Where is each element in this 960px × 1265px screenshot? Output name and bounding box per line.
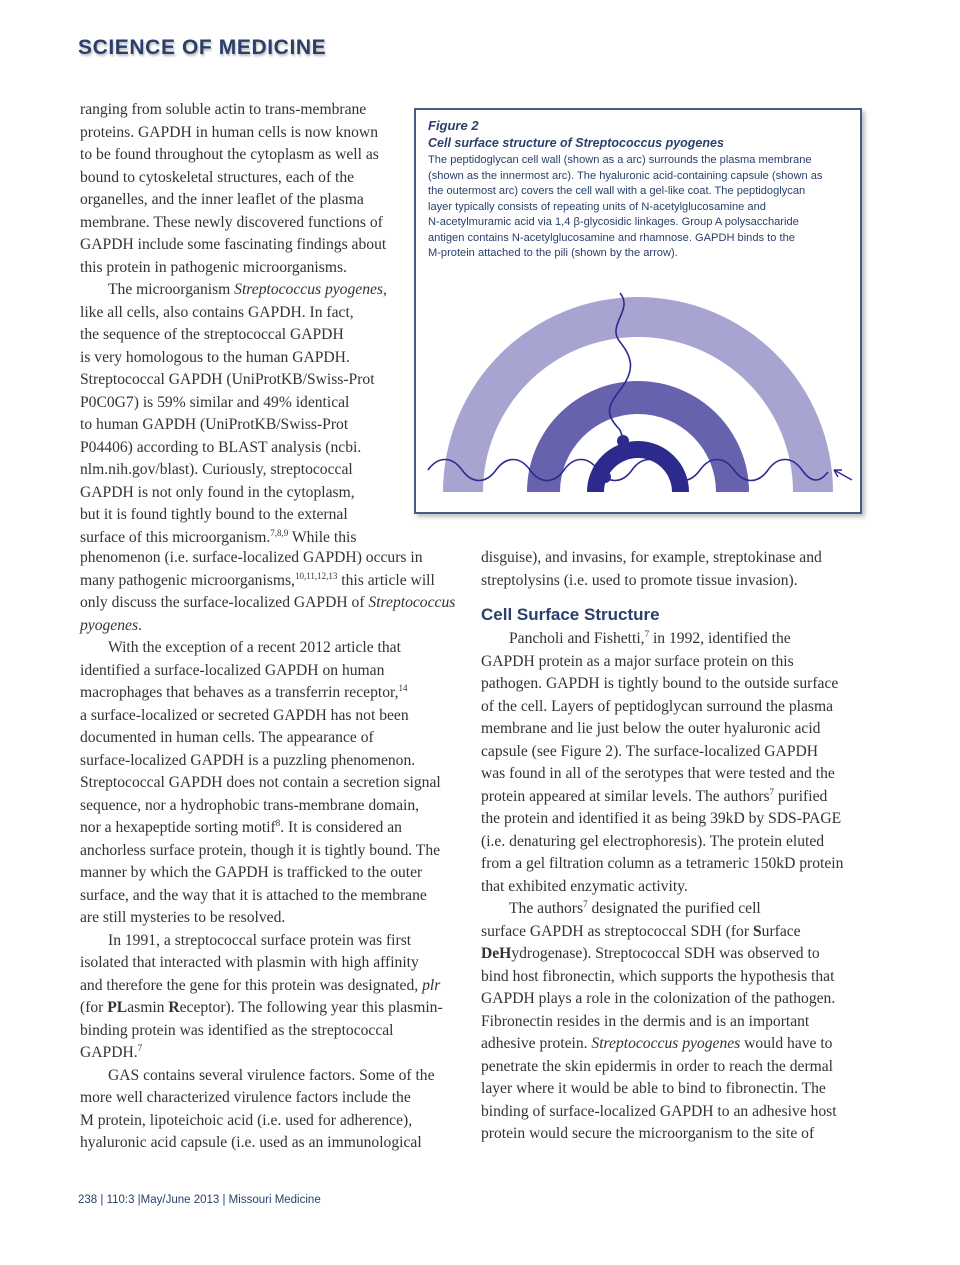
text-line: GAPDH plays a role in the colonization of the pathogen. <box>481 990 836 1007</box>
text-line <box>80 570 460 593</box>
section-header: SCIENCE OF MEDICINE <box>78 36 327 59</box>
text-line: to human GAPDH (UniProtKB/Swiss-Prot <box>80 416 349 433</box>
paragraph-plasmin <box>80 930 460 1065</box>
text-run: ydrogenase). Streptococcal SDH was observed to <box>511 945 820 962</box>
text-line: bind host fibronectin, which supports the hypothesis that <box>481 967 835 985</box>
text-run: adhesive protein. <box>481 1035 592 1052</box>
text-run: GAPDH. <box>80 1044 138 1061</box>
text-bold: DeH <box>481 945 512 962</box>
citation: 7 <box>137 1043 143 1053</box>
text-line <box>80 975 460 998</box>
text-line: from a gel filtration column as a tetrameric 150kD protein <box>481 855 844 872</box>
gapdh-marker <box>617 435 629 447</box>
text-line: pathogen. GAPDH is tightly bound to the outside surface <box>481 675 839 692</box>
cell-surface-diagram <box>416 110 860 512</box>
caption-line: N-acetylmuramic acid via 1,4 β-glycosidic linkages. Group A polysaccharide <box>428 216 799 228</box>
paragraph-continued-right <box>481 547 866 592</box>
figure-2 <box>414 108 862 514</box>
text-line: GAPDH is not only found in the cytoplasm, <box>80 483 355 501</box>
text-line: layer where it would be able to bind to fibronectin. The <box>481 1080 826 1097</box>
text-run: and therefore the gene for this protein was designated, <box>80 976 423 994</box>
text-line: like all cells, also contains GAPDH. In fact, <box>80 303 354 321</box>
text-line: In 1991, a streptococcal surface protein was first <box>108 931 412 949</box>
paragraph-virulence <box>80 1065 460 1155</box>
text-line: Fibronectin resides in the dermis and is an important <box>481 1012 810 1030</box>
text-line <box>481 1033 866 1056</box>
text-line <box>481 943 866 966</box>
text-run: The microorganism <box>108 281 235 298</box>
text-line <box>80 817 460 840</box>
text-line: are still mysteries to be resolved. <box>80 909 286 926</box>
text-line: documented in human cells. The appearance of <box>80 729 374 746</box>
text-run: (for <box>80 999 108 1016</box>
text-line: P04406) according to BLAST analysis (ncbi. <box>80 438 362 456</box>
text-line <box>80 1042 460 1065</box>
text-run: would have to <box>740 1035 833 1052</box>
species-name: Streptococcus pyogenes <box>591 1035 741 1052</box>
page-footer: 238 | 110:3 |May/June 2013 | Missouri Medicine <box>78 1194 321 1206</box>
text-run: in 1992, identified the <box>649 630 791 647</box>
left-column <box>80 547 460 1155</box>
text-run: this article will <box>337 571 435 589</box>
pili-line <box>428 460 828 481</box>
paragraph-microorganism <box>80 279 400 549</box>
text-line: manner by which the GAPDH is trafficked to the outer <box>80 864 423 881</box>
text-line: that exhibited enzymatic activity. <box>481 877 688 895</box>
text-line: the sequence of the streptococcal GAPDH <box>80 326 344 343</box>
text-line <box>80 592 460 615</box>
text-run: urface <box>761 922 801 940</box>
text-line <box>80 615 460 638</box>
citation: 10,11,12,13 <box>294 570 338 581</box>
text-run: While this <box>288 528 357 546</box>
text-line: proteins. GAPDH in human cells is now known <box>80 123 378 141</box>
text-run: asmin <box>127 999 169 1016</box>
text-line: binding protein was identified as the streptococcal <box>80 1021 394 1039</box>
text-bold: S <box>752 922 762 940</box>
text-run: The authors <box>509 900 584 917</box>
text-line: membrane and lie just below the outer hyaluronic acid <box>481 720 821 737</box>
text-line: more well characterized virulence factors include the <box>80 1089 411 1106</box>
text-line: but it is found tightly bound to the external <box>80 506 348 523</box>
caption-line: the outermost arc) covers the cell wall with a gel-like coat. The peptidoglycan <box>428 185 806 197</box>
text-line: hyaluronic acid capsule (i.e. used as an immunological <box>80 1134 422 1151</box>
caption-line: antigen contains N-acetylglucosamine and rhamnose. GAPDH binds to the <box>428 231 795 244</box>
text-run: , <box>382 281 387 298</box>
text-line: surface, and the way that it is attached to the membrane <box>80 886 427 904</box>
text-line: capsule (see Figure 2). The surface-localized GAPDH <box>481 742 819 760</box>
text-run: eceptor). The following year this plasmin- <box>179 999 443 1016</box>
text-line: sequence, nor a hydrophobic trans-membrane domain, <box>80 796 420 814</box>
text-run: macrophages that behaves as a transferrin receptor, <box>80 684 399 701</box>
caption-line: M-protein attached to the pili (shown by the arrow). <box>428 247 678 259</box>
paragraph-continued <box>80 547 460 637</box>
text-line <box>80 682 460 705</box>
citation: 8 <box>275 818 281 828</box>
text-bold: R <box>168 999 180 1016</box>
text-line: anchorless surface protein, though it is tightly bound. The <box>80 841 441 859</box>
text-line: bound to cytoskeletal structures, each of the <box>80 168 355 186</box>
gapdh-marker <box>599 471 611 483</box>
text-line <box>481 786 866 809</box>
text-line: streptolysins (i.e. used to promote tissue invasion). <box>481 571 798 589</box>
text-run: only discuss the surface-localized GAPDH of <box>80 594 369 611</box>
paragraph-pancholi <box>481 628 866 898</box>
text-line <box>481 921 866 944</box>
caption-line: layer typically consists of repeating units of N-acetylglucosamine and <box>428 200 766 213</box>
text-line: nlm.nih.gov/blast). Curiously, streptococcal <box>80 461 353 478</box>
text-line <box>481 898 866 921</box>
text-line: binding of surface-localized GAPDH to an adhesive host <box>481 1102 837 1120</box>
text-run: designated the purified cell <box>587 900 761 917</box>
text-line: P0C0G7) is 59% similar and 49% identical <box>80 393 350 411</box>
text-run: many pathogenic microorganisms, <box>80 571 295 589</box>
text-line: of the cell. Layers of peptidoglycan surround the plasma <box>481 697 834 715</box>
text-line: Streptococcal GAPDH (UniProtKB/Swiss-Prot <box>80 371 375 388</box>
gene-name: plr <box>422 976 441 994</box>
left-column-top <box>80 99 400 549</box>
text-run: . It is considered an <box>280 819 402 836</box>
section-heading: Cell Surface Structure <box>481 605 660 624</box>
text-line: identified a surface-localized GAPDH on human <box>80 661 385 679</box>
plasma-membrane-arc <box>587 441 689 492</box>
text-line <box>80 527 400 550</box>
text-line: the protein and identified it as being 39kD by SDS-PAGE <box>481 810 842 827</box>
text-line <box>481 628 866 651</box>
figure-label: Figure 2 <box>428 118 479 133</box>
text-run: protein appeared at similar levels. The authors <box>481 787 770 805</box>
text-line: GAPDH include some fascinating findings about <box>80 236 387 253</box>
text-line <box>80 279 400 302</box>
text-line: GAS contains several virulence factors. Some of the <box>108 1066 435 1084</box>
text-run: surface of this microorganism. <box>80 528 271 546</box>
gapdh-marker <box>669 471 681 483</box>
text-line: phenomenon (i.e. surface-localized GAPDH) occurs in <box>80 549 423 566</box>
text-line: was found in all of the serotypes that were tested and the <box>481 765 835 782</box>
citation: 7 <box>769 786 775 797</box>
text-line: a surface-localized or secreted GAPDH has not been <box>80 706 409 724</box>
citation: 7 <box>583 899 588 909</box>
text-line: protein would secure the microorganism to the site of <box>481 1125 815 1142</box>
paragraph-exception <box>80 637 460 930</box>
figure-title: Cell surface structure of Streptococcus pyogenes <box>428 136 724 150</box>
caption-line: (shown as the innermost arc). The hyaluronic acid-containing capsule (shown as <box>428 169 823 182</box>
text-line: isolated that interacted with plasmin with high affinity <box>80 954 419 971</box>
text-run: Pancholi and Fishetti, <box>509 630 645 647</box>
text-line: (i.e. denaturing gel electrophoresis). The protein eluted <box>481 832 825 850</box>
text-bold: PL <box>107 999 128 1016</box>
text-line: GAPDH protein as a major surface protein on this <box>481 652 794 670</box>
text-line: disguise), and invasins, for example, streptokinase and <box>481 549 822 566</box>
text-line: surface-localized GAPDH is a puzzling phenomenon. <box>80 751 416 769</box>
text-line: to be found throughout the cytoplasm as well as <box>80 146 379 163</box>
text-run: surface GAPDH as streptococcal SDH (for <box>481 922 753 940</box>
right-column <box>481 547 866 1146</box>
text-line: With the exception of a recent 2012 article that <box>108 639 401 656</box>
paragraph-sdh <box>481 898 866 1146</box>
caption-line: The peptidoglycan cell wall (shown as a arc) surrounds the plasma membrane <box>428 154 812 166</box>
text-line: ranging from soluble actin to trans-membrane <box>80 101 367 118</box>
citation: 7 <box>644 629 650 639</box>
text-run: nor a hexapeptide sorting motif <box>80 819 276 836</box>
citation: 7,8,9 <box>270 527 289 538</box>
species-name: pyogenes <box>80 616 139 634</box>
text-line: this protein in pathogenic microorganisms. <box>80 258 347 276</box>
text-line <box>80 997 460 1020</box>
text-run: . <box>138 616 142 634</box>
citation: 14 <box>398 683 408 693</box>
text-line: membrane. These newly discovered functions of <box>80 213 383 231</box>
text-line: Streptococcal GAPDH does not contain a secretion signal <box>80 774 441 791</box>
paragraph-intro <box>80 99 400 279</box>
species-name: Streptococcus <box>368 594 456 611</box>
text-line: is very homologous to the human GAPDH. <box>80 348 350 366</box>
text-line: M protein, lipoteichoic acid (i.e. used for adherence), <box>80 1111 413 1129</box>
text-line: organelles, and the inner leaflet of the plasma <box>80 191 364 208</box>
species-name: Streptococcus pyogenes <box>234 281 383 298</box>
text-run: purified <box>774 787 828 805</box>
text-line: penetrate the skin epidermis in order to reach the dermal <box>481 1057 834 1075</box>
